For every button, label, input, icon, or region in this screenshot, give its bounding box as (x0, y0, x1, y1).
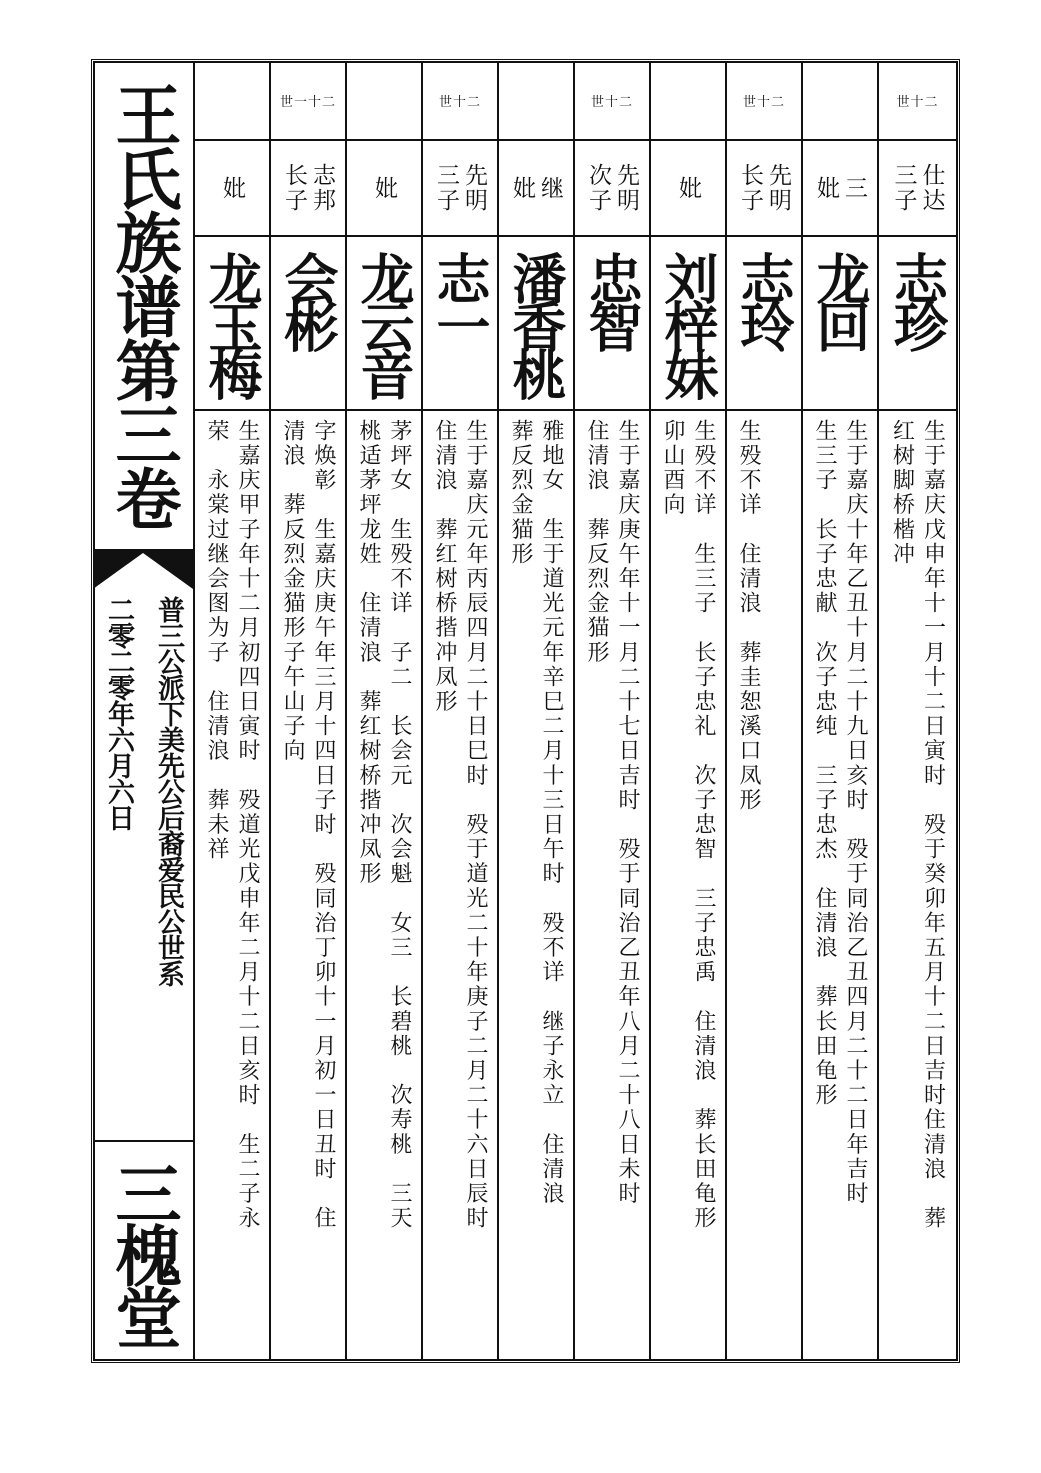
person-description: 生殁不详 住清浪 葬圭恕溪口凤形 (736, 419, 761, 813)
person-column-5 (575, 61, 651, 1361)
person-description: 字焕彰 生嘉庆庚午年三月十四日子时 殁同治丁卯十一月初一日丑时 住 清浪 葬反烈金猫形子午山子向 (280, 419, 336, 1231)
person-column-8 (347, 61, 423, 1361)
relation-cell (803, 141, 877, 237)
person-column-3 (727, 61, 803, 1361)
name-cell (499, 237, 573, 411)
person-description: 生于嘉庆戊申年十一月十二日寅时 殁于癸卯年五月十二日吉时住清浪 葬 红树脚桥楷冲 (889, 419, 946, 1231)
relation-cell (271, 141, 345, 237)
title-column (93, 61, 195, 1361)
person-description: 生殁不详 生三子 长子忠礼 次子忠智 三子忠禹 住清浪 葬长田龟形 卯山酉向 (660, 419, 716, 1231)
hall-name: 三槐堂 (104, 1160, 182, 1346)
description-cell (423, 411, 497, 1361)
person-column-7 (423, 61, 499, 1361)
description-cell (651, 411, 725, 1361)
relation-cell (423, 141, 497, 237)
hall-box (93, 1140, 193, 1359)
name-cell (195, 237, 269, 411)
generation-cell (195, 61, 269, 141)
name-cell (423, 237, 497, 411)
name-cell (347, 237, 421, 411)
person-name: 龙云音 (352, 251, 416, 395)
name-cell (803, 237, 877, 411)
relation-text: 三 妣 (813, 175, 867, 201)
generation-cell: 世十二 (879, 61, 956, 141)
person-description: 生于嘉庆十年乙丑十月二十九日亥时 殁于同治乙丑四月二十二日年吉时 生三子 长子忠献 次子忠纯 三子忠杰 住清浪 葬长田龟形 (812, 419, 868, 1207)
generation-cell (347, 61, 421, 141)
person-name: 志珍 (885, 251, 950, 347)
person-description: 生嘉庆甲子年十二月初四日寅时 殁道光戊申年二月十二日亥时 生二子永 荣 永棠过继会图为子 住清浪 葬未祥 (204, 419, 260, 1231)
description-cell (347, 411, 421, 1361)
person-name: 志玲 (732, 251, 796, 347)
name-cell (879, 237, 956, 411)
relation-cell (727, 141, 801, 237)
person-column-4 (651, 61, 727, 1361)
generation-cell (651, 61, 725, 141)
generation-cell: 世一十二 (271, 61, 345, 141)
relation-cell (651, 141, 725, 237)
person-name: 潘香桃 (504, 251, 568, 395)
name-cell (727, 237, 801, 411)
name-cell (651, 237, 725, 411)
person-column-10 (195, 61, 271, 1361)
person-name: 龙回 (808, 251, 872, 347)
description-cell (575, 411, 649, 1361)
relation-text: 先明 次子 (585, 163, 639, 213)
person-column-6 (499, 61, 575, 1361)
relation-text: 妣 (219, 175, 245, 201)
person-column-1 (879, 61, 956, 1361)
relation-text: 先明 三子 (433, 163, 487, 213)
description-cell (271, 411, 345, 1361)
name-cell (271, 237, 345, 411)
description-cell (195, 411, 269, 1361)
generation-cell (499, 61, 573, 141)
person-name: 龙玉梅 (200, 251, 264, 395)
lineage-subtitle: 普三公派下美先公后裔爱民公世系 (153, 596, 184, 986)
generation-cell (803, 61, 877, 141)
relation-cell (499, 141, 573, 237)
person-description: 茅坪女 生殁不详 子二 长会元 次会魁 女三 长碧桃 次寿桃 三天 桃适茅坪龙姓 住清浪 葬红树桥揩冲凤形 (356, 419, 412, 1231)
relation-text: 先明 长子 (737, 163, 791, 213)
generation-cell: 世十二 (727, 61, 801, 141)
name-cell (575, 237, 649, 411)
person-description: 生于嘉庆庚午年十一月二十七日吉时 殁于同治乙丑年八月二十八日未时 住清浪 葬反烈金猫形 (584, 419, 640, 1207)
relation-text: 妣 (675, 175, 701, 201)
person-name: 会彬 (276, 251, 340, 347)
person-column-9 (271, 61, 347, 1361)
person-name: 志一 (428, 251, 492, 347)
compile-date: 二零二零年六月六日 (103, 596, 134, 830)
relation-cell (879, 141, 956, 237)
relation-text: 妣 (371, 175, 397, 201)
person-name: 忠智 (580, 251, 644, 347)
generation-cell: 世十二 (423, 61, 497, 141)
relation-text: 继 妣 (509, 175, 563, 201)
relation-text: 仕达 三子 (890, 163, 945, 213)
description-cell (499, 411, 573, 1361)
person-description: 生于嘉庆元年丙辰四月二十日巳时 殁于道光二十年庚子二月二十六日辰时 住清浪 葬红树桥揩冲凤形 (432, 419, 488, 1231)
relation-cell (347, 141, 421, 237)
person-column-2 (803, 61, 879, 1361)
person-name: 刘梓妹 (656, 251, 720, 395)
description-cell (803, 411, 877, 1361)
generation-cell: 世十二 (575, 61, 649, 141)
relation-text: 志邦 长子 (281, 163, 335, 213)
relation-cell (195, 141, 269, 237)
description-cell (727, 411, 801, 1361)
description-cell (879, 411, 956, 1361)
book-title: 王氏族谱第三卷 (104, 81, 182, 529)
relation-cell (575, 141, 649, 237)
person-description: 雅地女 生于道光元年辛巳二月十三日午时 殁不详 继子永立 住清浪 葬反烈金猫形 (508, 419, 564, 1207)
